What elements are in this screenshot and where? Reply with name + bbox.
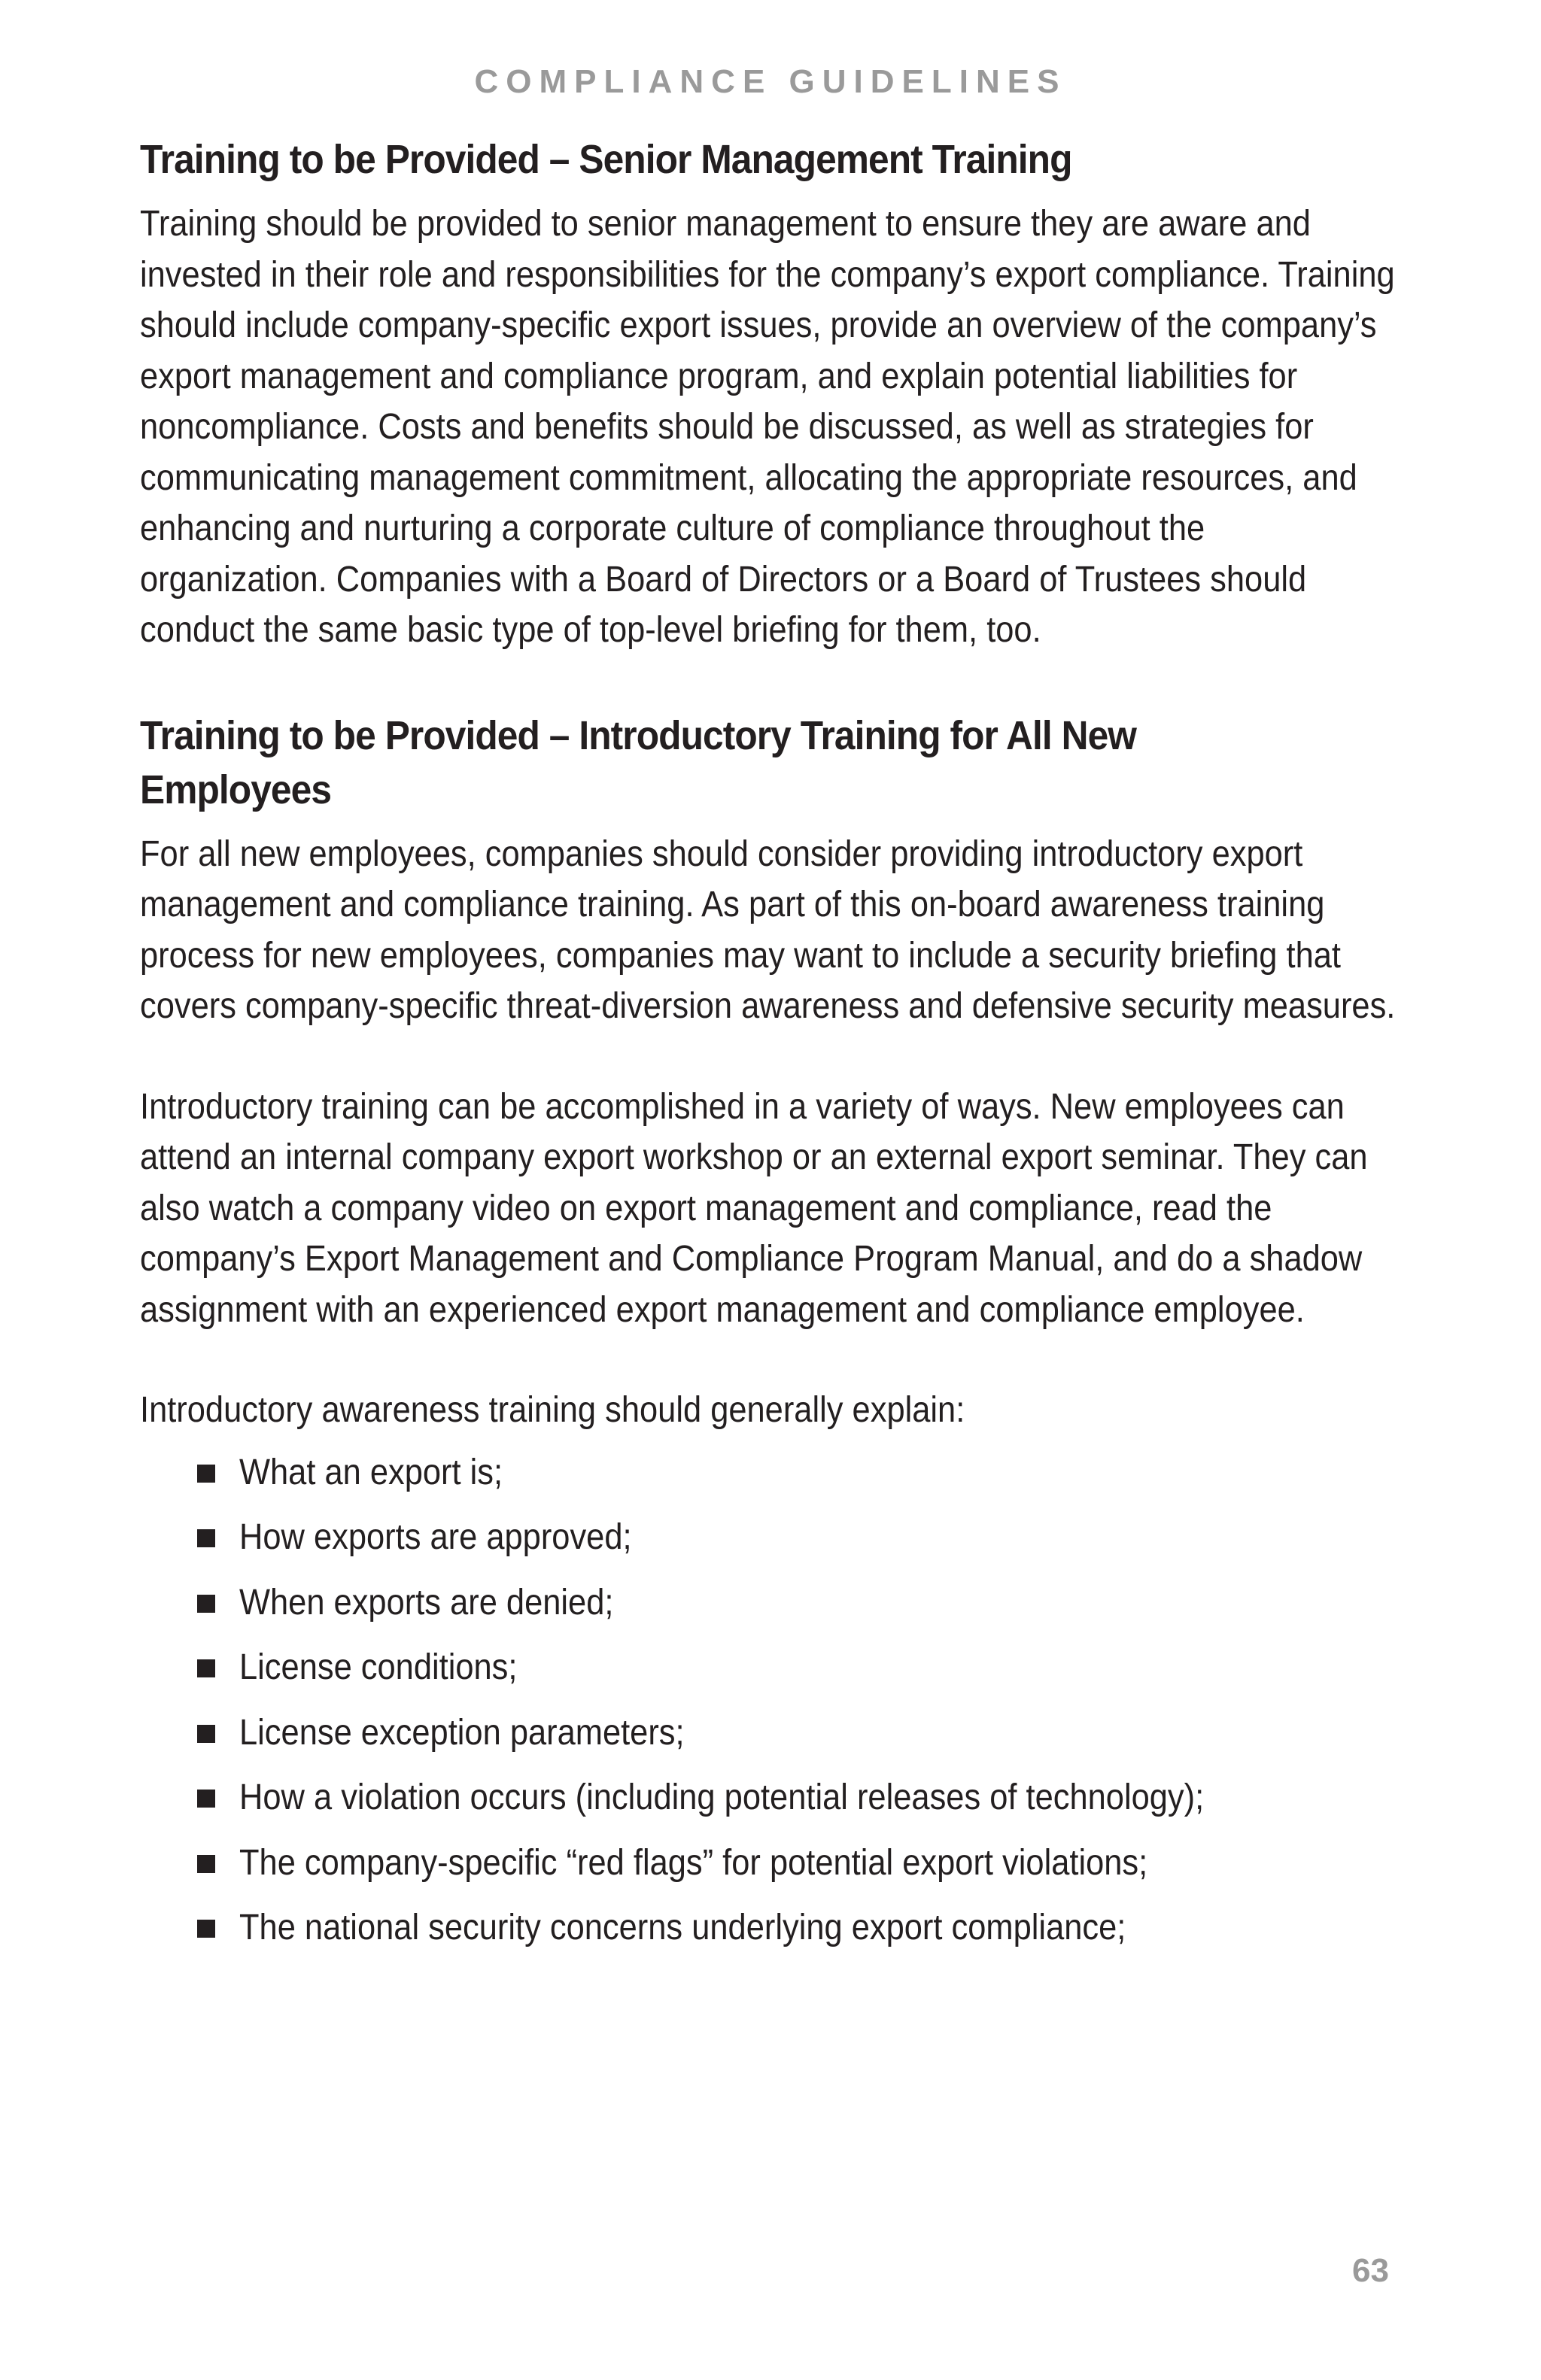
list-item	[140, 1701, 1404, 1766]
paragraph-senior-management: Training should be provided to senior management to ensure they are aware and invested in their role and responsibilities for the company’s export compliance. Training should include company-specific export issues, provide an overview of the company’s export management and compliance program, and explain potential liabilities for noncompliance. Costs and benefits should be discussed, as well as strategies for communicating management commitment, allocating the appropriate resources, and enhancing and nurturing a corporate culture of compliance throughout the organization. Companies with a Board of Directors or a Board of Trustees should conduct the same basic type of top-level briefing for them, too.	[140, 204, 1395, 650]
section-heading-senior-management: Training to be Provided – Senior Management Training	[140, 137, 1072, 182]
list-item	[140, 1440, 1404, 1506]
list-item-text: License exception parameters;	[239, 1712, 685, 1753]
list-item-text: What an export is;	[239, 1452, 503, 1492]
list-item	[140, 1571, 1404, 1636]
square-bullet-icon	[197, 1465, 215, 1483]
list-item-text: License conditions;	[239, 1647, 518, 1687]
list-item-text: The company-specific “red flags” for potential export violations;	[239, 1842, 1148, 1883]
square-bullet-icon	[197, 1855, 215, 1873]
paragraph-list-lead-in: Introductory awareness training should generally explain:	[140, 1390, 965, 1430]
paragraph-introductory-training-ways: Introductory training can be accomplished in a variety of ways. New employees can attend an internal company export workshop or an external export seminar. They can also watch a company video on export management and compliance, read the company’s Export Management and Compliance Program Manual, and do a shadow assignment with an experienced export management and compliance employee.	[140, 1086, 1368, 1330]
list-item-text: How a violation occurs (including potential releases of technology);	[239, 1777, 1205, 1817]
list-item	[140, 1765, 1404, 1831]
list-item-text: The national security concerns underlying export compliance;	[239, 1908, 1126, 1947]
training-topics-list	[140, 1440, 1404, 1961]
paragraph-new-employees-intro: For all new employees, companies should consider providing introductory export management and compliance training. As part of this on-board awareness training process for new employees, companies may want to include a security briefing that covers company-specific threat-diversion awareness and defensive security measures.	[140, 833, 1396, 1026]
page-number: 63	[1352, 2252, 1389, 2289]
running-head: COMPLIANCE GUIDELINES	[474, 63, 1067, 100]
list-item	[140, 1831, 1404, 1896]
spacer	[140, 656, 1404, 709]
page-content	[140, 132, 1404, 1961]
section-heading-new-employees: Training to be Provided – Introductory Training for All New Employees	[140, 712, 1137, 812]
square-bullet-icon	[197, 1659, 215, 1677]
list-item	[140, 1896, 1404, 1961]
square-bullet-icon	[197, 1790, 215, 1808]
spacer	[140, 1335, 1404, 1385]
list-item-text: How exports are approved;	[239, 1517, 632, 1557]
list-item	[140, 1635, 1404, 1701]
spacer	[140, 1032, 1404, 1082]
square-bullet-icon	[197, 1529, 215, 1547]
list-item	[140, 1505, 1404, 1571]
square-bullet-icon	[197, 1595, 215, 1613]
square-bullet-icon	[197, 1920, 215, 1938]
list-item-text: When exports are denied;	[239, 1582, 614, 1623]
square-bullet-icon	[197, 1725, 215, 1743]
